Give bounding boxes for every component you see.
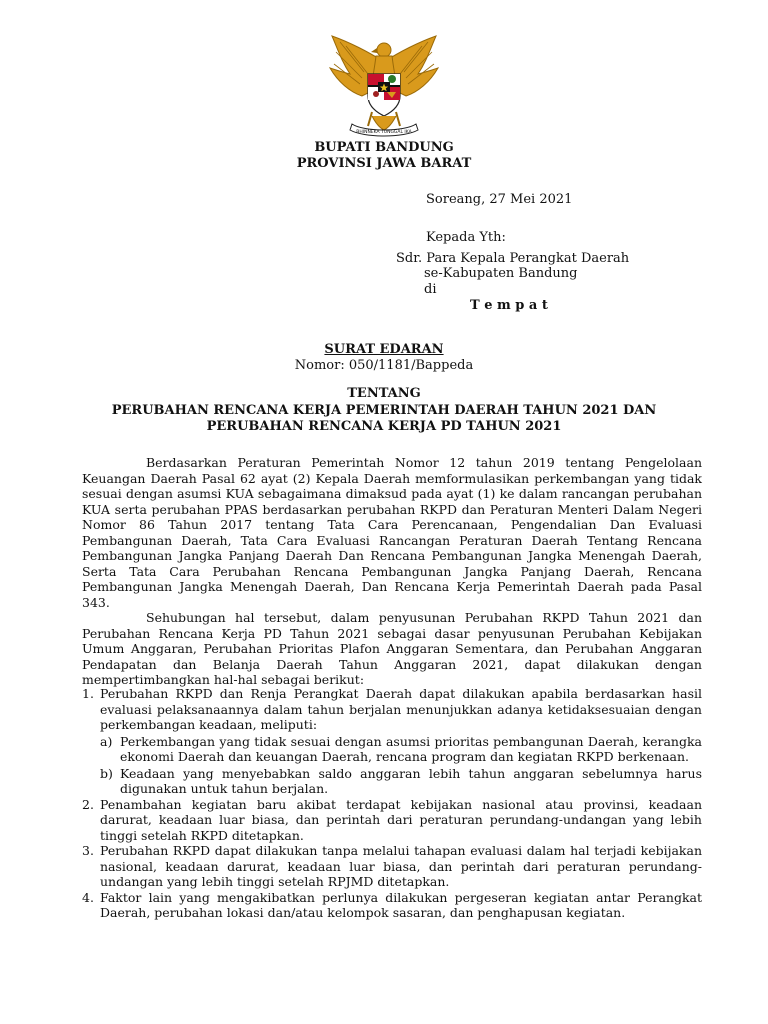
- recipient-line-1: Sdr. Para Kepala Perangkat Daerah: [396, 251, 630, 266]
- paragraph-1-text: Berdasarkan Peraturan Pemerintah Nomor 12 tahun 2019 tentang Pengelolaan Keuangan Daerah Pasal 62 ayat (2) Kepala Daerah memformulasikan perkembangan yang tidak sesuai dengan asumsi KUA sebagaimana dimaksud pada ayat (1) ke dalam rancangan perubahan KUA serta perubahan PPAS berdasarkan perubahan RKPD dan Peraturan Menteri Dalam Negeri Nomor 86 Tahun 2017 tentang Tata Cara Perencanaan, Pengendalian Dan Evaluasi Pembangunan Daerah, Tata Cara Evaluasi Rancangan Peraturan Daerah Tentang Rencana Pembangunan Jangka Panjang Daerah Dan Rencana Pembangunan Jangka Menengah Daerah, Serta Tata Cara Perubahan Rencana Pembangunan Jangka Panjang Daerah, Rencana Pembangunan Jangka Menengah Daerah, Dan Rencana Kerja Pemerintah Daerah pada Pasal 343.: [82, 455, 702, 610]
- sub-item-text: Keadaan yang menyebabkan saldo anggaran lebih tahun anggaran sebelumnya harus digunakan untuk tahun berjalan.: [120, 765, 702, 796]
- issuer-title: BUPATI BANDUNG: [314, 140, 454, 155]
- list-item-text: Perubahan RKPD dapat dilakukan tanpa melalui tahapan evaluasi dalam hal terjadi kebijakan nasional, keadaan darurat, keadaan luar biasa, dan perintah dari peraturan perundang-undangan yang lebih tinggi setelah RPJMD ditetapkan.: [100, 843, 702, 889]
- subject-line-1: PERUBAHAN RENCANA KERJA PEMERINTAH DAERAH TAHUN 2021 DAN: [111, 403, 657, 418]
- paragraph-2-text: Sehubungan hal tersebut, dalam penyusunan Perubahan RKPD Tahun 2021 dan Perubahan Rencana Kerja PD Tahun 2021 sebagai dasar penyusunan Perubahan Kebijakan Umum Anggaran, Perubahan Prioritas Plafon Anggaran Sementara, dan Perubahan Anggaran Pendapatan dan Belanja Daerah Tahun Anggaran 2021, dapat dilakukan dengan mempertimbangkan hal-hal sebagai berikut:: [82, 610, 702, 687]
- recipient-line-2: se-Kabupaten Bandung: [424, 266, 578, 281]
- list-item-1: [82, 686, 702, 797]
- considerations-list: [82, 686, 702, 921]
- sub-item-text: Perkembangan yang tidak sesuai dengan asumsi prioritas pembangunan Daerah, kerangka ekonomi Daerah dan keuangan Daerah, rencana program dan kegiatan RKPD berkenaan.: [120, 733, 702, 764]
- list-item-text: Faktor lain yang mengakibatkan perlunya dilakukan pergeseran kegiatan antar Perangkat Daerah, perubahan lokasi dan/atau kelompok sasaran, dan penghapusan kegiatan.: [100, 889, 702, 920]
- list-number: 1.: [82, 686, 94, 701]
- list-item-text: Penambahan kegiatan baru akibat terdapat kebijakan nasional atau provinsi, keadaan darurat, keadaan luar biasa, dan perintah dari peraturan perundang-undangan yang lebih tinggi setelah RKPD ditetapkan.: [100, 796, 702, 843]
- place-date: Soreang, 27 Mei 2021: [426, 192, 573, 207]
- list-item-4: [82, 890, 702, 921]
- sub-item-letter: b): [100, 765, 113, 781]
- list-item-text: Perubahan RKPD dan Renja Perangkat Daerah dapat dilakukan apabila berdasarkan hasil evaluasi pelaksanaannya dalam tahun berjalan menunjukkan adanya ketidaksesuaian dengan perkembangan keadaan, meliputi:: [100, 686, 702, 732]
- document-heading: SURAT EDARAN: [324, 342, 444, 357]
- issuer-province: PROVINSI JAWA BARAT: [296, 156, 472, 171]
- emblem-motto: BHINNEKA TUNGGAL IKA: [356, 130, 412, 135]
- document-number: Nomor: 050/1181/Bappeda: [294, 358, 474, 373]
- subject-label: TENTANG: [347, 386, 421, 401]
- list-item-3: [82, 843, 702, 890]
- addressee-label: Kepada Yth:: [426, 230, 506, 245]
- list-number: 2.: [82, 796, 94, 812]
- garuda-emblem-icon: [324, 32, 444, 140]
- sub-item-letter: a): [100, 733, 113, 749]
- recipient-at: di: [424, 282, 437, 297]
- sub-item-a: [100, 734, 702, 765]
- list-number: 4.: [82, 889, 94, 905]
- paragraph-1: [82, 455, 702, 610]
- list-number: 3.: [82, 843, 94, 858]
- paragraph-2: [82, 610, 702, 688]
- list-item-2: [82, 797, 702, 844]
- subject-line-2: PERUBAHAN RENCANA KERJA PD TAHUN 2021: [206, 419, 562, 434]
- recipient-place: T e m p a t: [470, 298, 548, 313]
- sub-item-b: [100, 766, 702, 797]
